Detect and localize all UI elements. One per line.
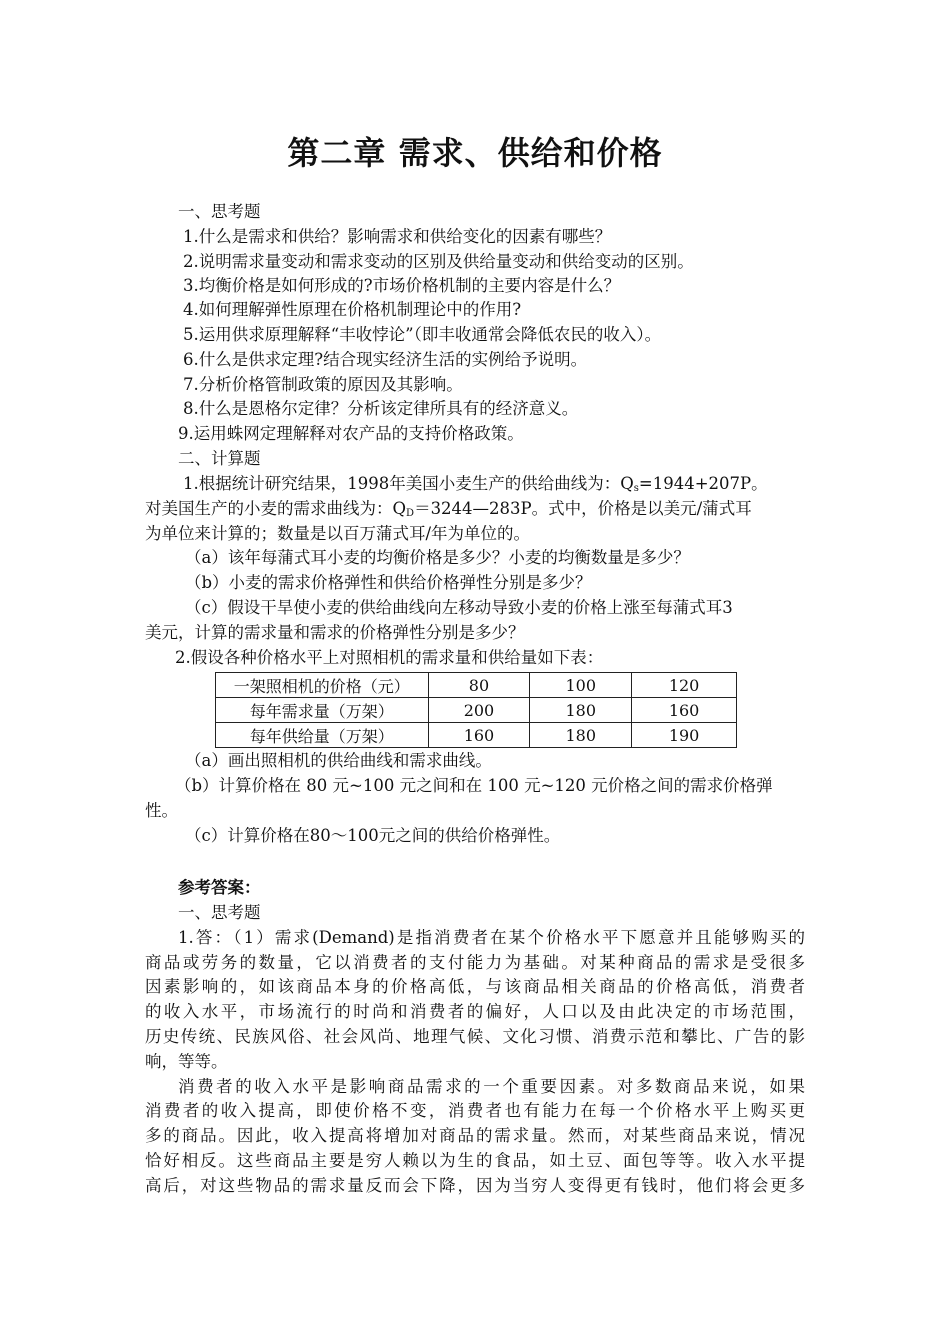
answer-line: 历史传统、民族风俗、社会风尚、地理气候、文化习惯、消费示范和攀比、广告的影 bbox=[145, 1027, 805, 1046]
table-row bbox=[216, 723, 737, 748]
answer-line: 商品或劳务的数量，它以消费者的支付能力为基础。对某种商品的需求是受很多 bbox=[145, 953, 805, 972]
answer-line: 消费者的收入水平是影响商品需求的一个重要因素。对多数商品来说，如果 bbox=[178, 1077, 805, 1096]
table-row bbox=[216, 673, 737, 698]
question-4: 4.如何理解弹性原理在价格机制理论中的作用? bbox=[183, 300, 522, 319]
calc2-question-a: （a）画出照相机的供给曲线和需求曲线。 bbox=[185, 751, 492, 770]
table-cell: 160 bbox=[632, 698, 737, 723]
question-2: 2.说明需求量变动和需求变动的区别及供给量变动和供给变动的区别。 bbox=[183, 252, 694, 271]
calc1-line2: 对美国生产的小麦的需求曲线为：$Q_D=3244—283P$。式中，价格是以美元/蒲式耳 bbox=[145, 499, 752, 519]
table-cell: 180 bbox=[530, 723, 632, 748]
answers-heading: 参考答案： bbox=[178, 878, 261, 897]
question-1: 1.什么是需求和供给？影响需求和供给变化的因素有哪些？ bbox=[183, 227, 612, 246]
table-cell: 每年供给量（万架） bbox=[216, 723, 429, 748]
answer-line: 1.答：（1）需求(Demand)是指消费者在某个价格水平下愿意并且能够购买的 bbox=[178, 928, 805, 947]
table-cell: 100 bbox=[530, 673, 632, 698]
calc1-line1: 1.根据统计研究结果，1998年美国小麦生产的供给曲线为：$Q_s=1944+207P$。 bbox=[183, 474, 768, 494]
answer-line: 消费者的收入提高，即使价格不变，消费者也有能力在每一个价格水平上购买更 bbox=[145, 1101, 805, 1120]
camera-supply-demand-table bbox=[215, 672, 737, 748]
table-cell: 每年需求量（万架） bbox=[216, 698, 429, 723]
answer-line: 的收入水平，市场流行的时尚和消费者的偏好，人口以及由此决定的市场范围， bbox=[145, 1002, 805, 1021]
calc1-question-b: （b）小麦的需求价格弹性和供给价格弹性分别是多少？ bbox=[185, 573, 592, 592]
table-cell: 190 bbox=[632, 723, 737, 748]
calc2-question-b-line2: 性。 bbox=[145, 801, 178, 820]
answer-line: 因素影响的，如该商品本身的价格高低，与该商品相关商品的价格高低，消费者 bbox=[145, 977, 805, 996]
answer-line: 响，等等。 bbox=[145, 1052, 228, 1071]
question-9: 9.运用蛛网定理解释对农产品的支持价格政策。 bbox=[178, 424, 524, 443]
table-cell: 80 bbox=[428, 673, 530, 698]
chapter-title: 第二章 需求、供给和价格 bbox=[287, 134, 663, 172]
answer-line: 恰好相反。这些商品主要是穷人赖以为生的食品，如土豆、面包等等。收入水平提 bbox=[145, 1151, 805, 1170]
question-3: 3.均衡价格是如何形成的?市场价格机制的主要内容是什么？ bbox=[183, 276, 621, 295]
calc1-question-c-line2: 美元，计算的需求量和需求的价格弹性分别是多少？ bbox=[145, 623, 525, 642]
calc2-intro: 2.假设各种价格水平上对照相机的需求量和供给量如下表： bbox=[175, 648, 604, 667]
question-5: 5.运用供求原理解释“丰收悖论”（即丰收通常会降低农民的收入）。 bbox=[183, 325, 662, 344]
section-heading-calculation: 二、计算题 bbox=[178, 449, 261, 468]
table-cell: 120 bbox=[632, 673, 737, 698]
table-cell: 200 bbox=[428, 698, 530, 723]
table-cell: 160 bbox=[428, 723, 530, 748]
calc1-question-c-line1: （c）假设干旱使小麦的供给曲线向左移动导致小麦的价格上涨至每蒲式耳3 bbox=[185, 598, 733, 617]
question-7: 7.分析价格管制政策的原因及其影响。 bbox=[183, 375, 463, 394]
question-8: 8.什么是恩格尔定律？分析该定律所具有的经济意义。 bbox=[183, 399, 579, 418]
calc1-question-a: （a）该年每蒲式耳小麦的均衡价格是多少？小麦的均衡数量是多少？ bbox=[185, 548, 690, 567]
calc1-line3: 为单位来计算的；数量是以百万蒲式耳/年为单位的。 bbox=[145, 524, 531, 543]
calc2-question-b-line1: （b）计算价格在 80 元~100 元之间和在 100 元~120 元价格之间的需求价格弹 bbox=[175, 776, 773, 795]
question-6: 6.什么是供求定理?结合现实经济生活的实例给予说明。 bbox=[183, 350, 588, 369]
section-heading-questions: 一、思考题 bbox=[178, 202, 261, 221]
table-row bbox=[216, 698, 737, 723]
calc2-question-c: （c）计算价格在80～100元之间的供给价格弹性。 bbox=[185, 826, 561, 845]
table-cell: 一架照相机的价格（元） bbox=[216, 673, 429, 698]
answer-line: 多的商品。因此，收入提高将增加对商品的需求量。然而，对某些商品来说，情况 bbox=[145, 1126, 805, 1145]
table-cell: 180 bbox=[530, 698, 632, 723]
answer-line: 高后，对这些物品的需求量反而会下降，因为当穷人变得更有钱时，他们将会更多 bbox=[145, 1176, 805, 1195]
answers-section-heading: 一、思考题 bbox=[178, 903, 261, 922]
